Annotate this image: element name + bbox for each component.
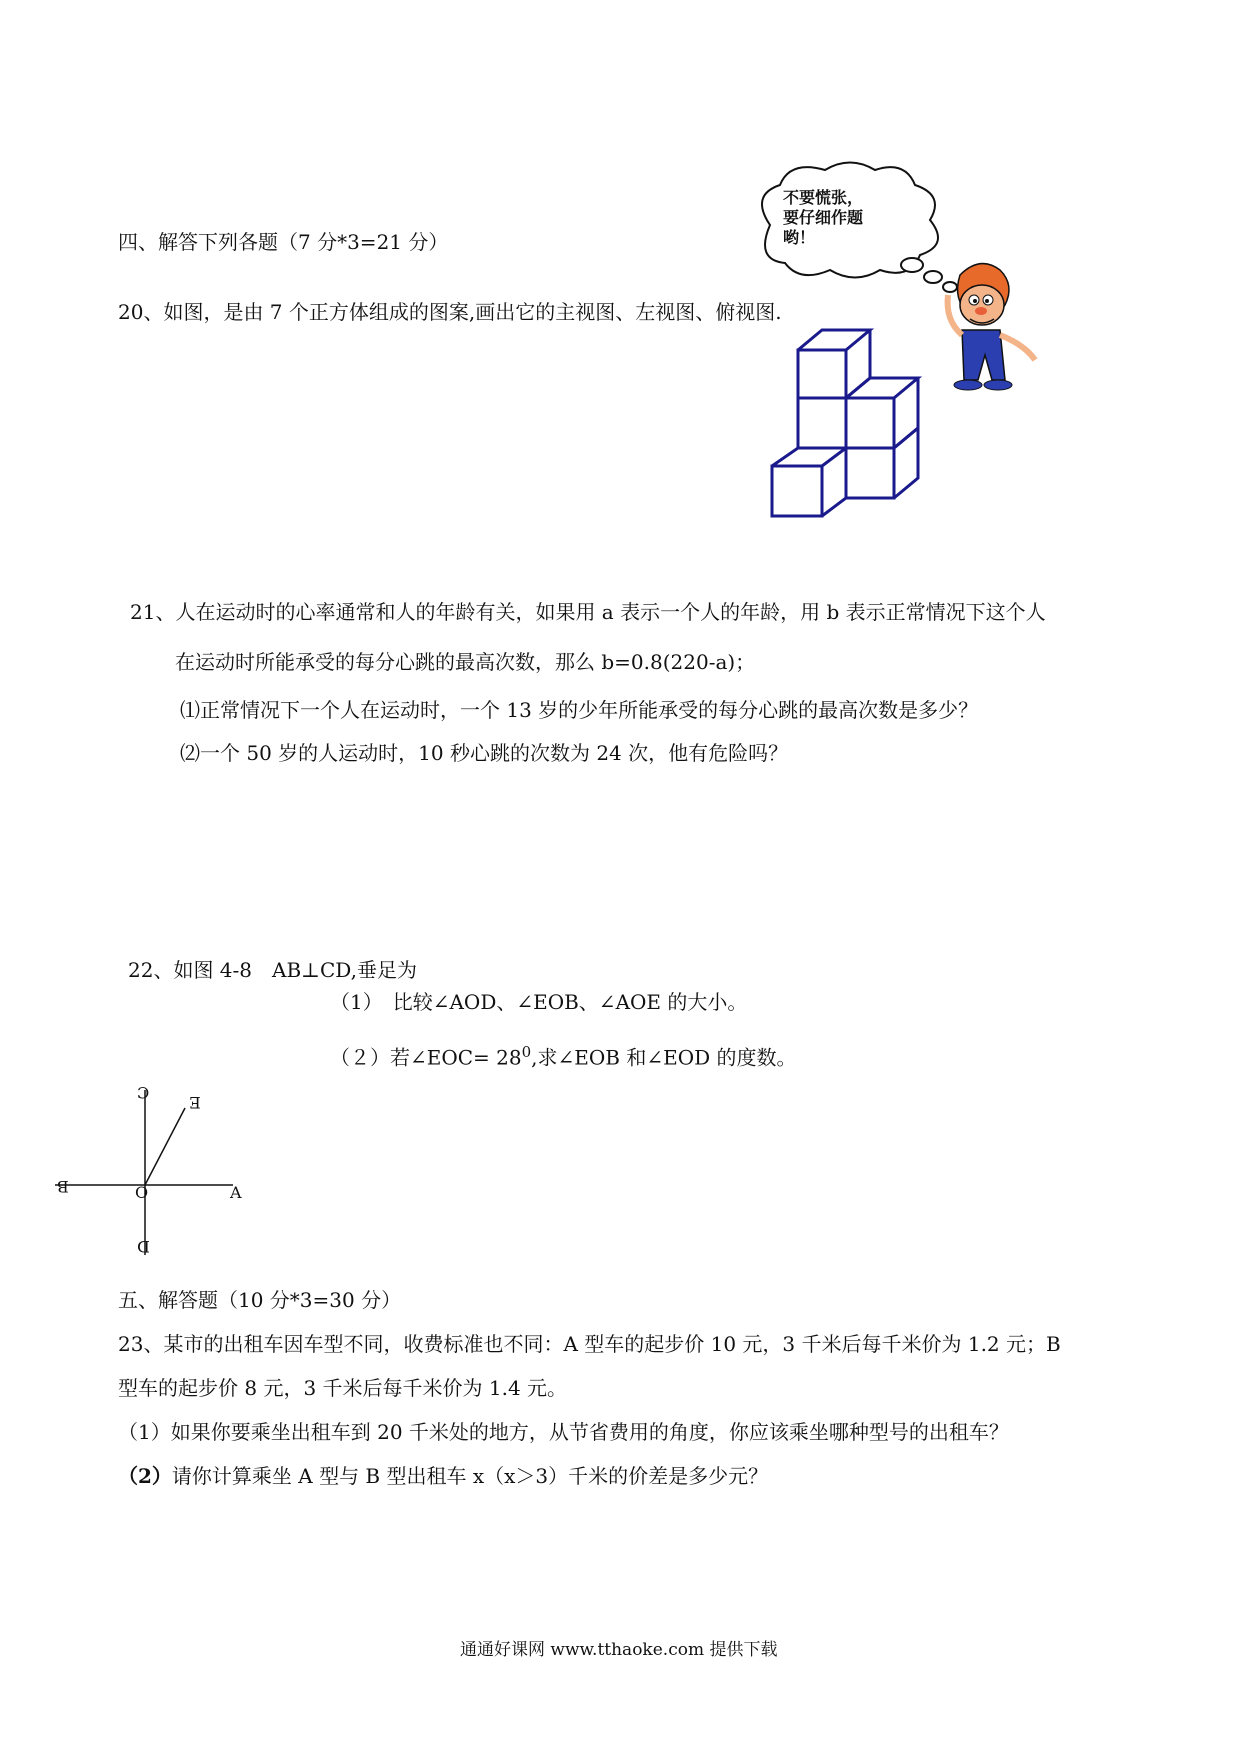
question-21-sub-2: ⑵一个 50 岁的人运动时，10 秒心跳的次数为 24 次，他有危险吗？ — [180, 741, 789, 765]
question-21-line-2: 在运动时所能承受的每分心跳的最高次数，那么 b=0.8(220-a)； — [175, 650, 756, 674]
question-22-sub-2-suffix: ,求∠EOB 和∠EOD 的度数。 — [531, 1045, 797, 1070]
thought-dot-2 — [924, 271, 942, 283]
section-4-heading: 四、解答下列各题（7 分*3=21 分） — [118, 230, 449, 254]
label-a: A — [230, 1183, 242, 1202]
label-c: C — [137, 1083, 150, 1102]
cube-left-middle — [798, 398, 846, 448]
bubble-line-1: 不要慌张， — [783, 188, 864, 207]
question-22-sub-1: （1） 比较∠AOD、∠EOB、∠AOE 的大小。 — [330, 990, 748, 1014]
question-21-sub-1: ⑴正常情况下一个人在运动时，一个 13 岁的少年所能承受的每分心跳的最高次数是多少？ — [180, 698, 979, 722]
question-23-line-2: 型车的起步价 8 元，3 千米后每千米价为 1.4 元。 — [118, 1376, 568, 1400]
question-22-sub-2-prefix: （２）若∠EOC= 28 — [330, 1045, 522, 1070]
thought-dot-1 — [901, 258, 923, 272]
section-5-heading: 五、解答题（10 分*3=30 分） — [118, 1288, 402, 1312]
label-e: E — [189, 1093, 201, 1112]
cube-bottom-right — [846, 428, 918, 498]
question-23-sub-2 — [118, 1464, 768, 1488]
thought-dot-3 — [943, 282, 957, 292]
bubble-line-2: 要仔细作题 — [783, 208, 864, 227]
question-23-sub-2-number: （2） — [118, 1464, 172, 1488]
question-22-sub-2 — [330, 1040, 796, 1070]
footer-text: 通通好课网 www.tthaoke.com 提供下载 — [460, 1640, 778, 1660]
bubble-line-3: 哟！ — [783, 228, 816, 247]
question-23-sub-1-number: （1） — [118, 1420, 171, 1444]
degree-superscript: 0 — [521, 1043, 532, 1061]
cube-figure — [770, 338, 930, 518]
question-20-text: 20、如图，是由 7 个正方体组成的图案,画出它的主视图、左视图、俯视图. — [118, 300, 782, 324]
question-23-sub-1 — [118, 1420, 1009, 1444]
question-21-line-1: 21、人在运动时的心率通常和人的年龄有关，如果用 a 表示一个人的年龄，用 b 表示正常情况下这个人 — [130, 600, 1046, 624]
question-23-line-1: 23、某市的出租车因车型不同，收费标准也不同：A 型车的起步价 10 元，3 千米后每千米价为 1.2 元；B — [118, 1332, 1061, 1356]
label-d: D — [137, 1237, 150, 1256]
angle-figure — [55, 1080, 255, 1260]
label-o: O — [135, 1183, 149, 1202]
label-b: B — [57, 1177, 69, 1196]
question-23-sub-1-text: 如果你要乘坐出租车到 20 千米处的地方，从节省费用的角度，你应该乘坐哪种型号的出租车？ — [170, 1420, 1009, 1444]
question-22-text: 22、如图 4-8 AB⊥CD,垂足为 — [128, 958, 417, 982]
question-23-sub-2-text: 请你计算乘坐 A 型与 B 型出租车 x（x＞3）千米的价差是多少元？ — [171, 1464, 769, 1488]
cube-bottom-front-left — [772, 448, 846, 516]
cartoon-character — [948, 264, 1035, 390]
